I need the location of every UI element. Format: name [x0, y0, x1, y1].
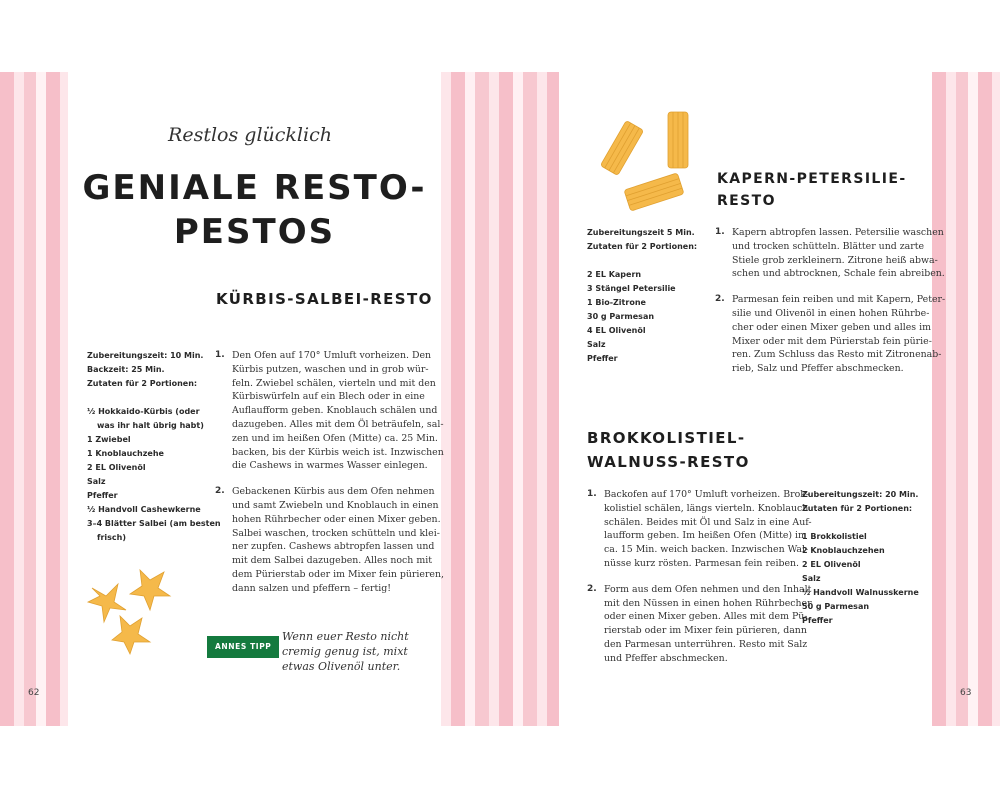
step-text: Kapern abtropfen lassen. Petersilie waschen und trocken schütteln. Blätter und zarte Stiele grob zerkleinern. Zitrone heiß abwa- schen und abtrocknen, Schale fein abreiben. — [732, 227, 945, 280]
step-1 — [715, 226, 945, 281]
ingredient-item: 1 Brokkolistiel — [802, 532, 867, 541]
ingredient-item: Salz — [587, 340, 606, 349]
page-number-left: 62 — [28, 688, 40, 698]
step-number: 1. — [215, 350, 225, 360]
recipe1-title: KÜRBIS-SALBEI-RESTO — [216, 290, 433, 308]
recipe1-meta — [87, 349, 221, 545]
meta-line: Zutaten für 2 Portionen: — [587, 242, 698, 251]
ingredient-item: ½ Handvoll Walnusskerne — [802, 588, 919, 597]
meta-line: Backzeit: 25 Min. — [87, 365, 165, 374]
step-2 — [587, 583, 812, 666]
ingredient-item: 2 Knoblauchzehen — [802, 546, 885, 555]
recipe3-steps — [587, 488, 812, 678]
recipe2-meta — [587, 226, 697, 366]
ingredient-item: 50 g Parmesan — [802, 602, 870, 611]
rigatoni-pasta-illustration — [600, 110, 700, 220]
ingredient-item: Salz — [802, 574, 821, 583]
step-1 — [215, 349, 444, 473]
step-number: 2. — [215, 486, 225, 497]
ingredient-item: frisch) — [97, 533, 127, 542]
ingredient-item: 30 g Parmesan — [587, 312, 655, 321]
ingredient-item: 3 Stängel Petersilie — [587, 284, 676, 293]
ingredient-item: Salz — [87, 477, 106, 486]
tip-text: Wenn euer Resto nicht cremig genug ist, mixt etwas Olivenöl unter. — [282, 630, 409, 673]
step-number: 2. — [715, 294, 725, 305]
meta-line: Zutaten für 2 Portionen: — [87, 379, 198, 388]
farfalle-pasta-illustration — [84, 560, 184, 660]
meta-line: Zubereitungszeit 5 Min. — [587, 228, 695, 237]
page-number-right: 63 — [960, 688, 972, 698]
step-number: 2. — [587, 583, 597, 594]
step-text: Form aus dem Ofen nehmen und den Inhalt mit den Nüssen in einen hohen Rührbecher oder einen Mixer geben. Alles mit dem Pü- rierstab oder im Mixer fein pürieren, dann den Parmesan unterrühren. Resto mit Salz und Pfeffer abschmecken. — [604, 583, 812, 664]
right-stripe-band — [932, 72, 1000, 726]
meta-line: Zubereitungszeit: 20 Min. — [802, 490, 919, 499]
step-2 — [215, 485, 444, 595]
ingredient-item: 4 EL Olivenöl — [587, 326, 646, 335]
ingredient-item: 1 Knoblauchzehe — [87, 449, 164, 458]
ingredient-item: ½ Hokkaido-Kürbis (oder — [87, 407, 200, 416]
page-headline — [68, 166, 441, 254]
headline-line-2: PESTOS — [173, 212, 336, 252]
ingredient-item: 2 EL Kapern — [587, 270, 642, 279]
ingredient-item: ½ Handvoll Cashewkerne — [87, 505, 201, 514]
recipe3-meta — [802, 488, 919, 628]
step-number: 1. — [587, 489, 597, 499]
meta-line: Zubereitungszeit: 10 Min. — [87, 351, 204, 360]
ingredient-item: 1 Bio-Zitrone — [587, 298, 646, 307]
ingredient-item: Pfeffer — [587, 354, 618, 363]
ingredient-item: 2 EL Olivenöl — [802, 560, 861, 569]
ingredient-item: 2 EL Olivenöl — [87, 463, 146, 472]
kicker-script: Restlos glücklich — [168, 124, 332, 146]
recipe2-steps — [715, 226, 946, 388]
ingredient-item: Pfeffer — [802, 616, 833, 625]
headline-line-1: GENIALE RESTO- — [82, 168, 427, 208]
ingredient-item: was ihr halt übrig habt) — [97, 421, 204, 430]
step-1 — [587, 488, 812, 571]
step-text: Den Ofen auf 170° Umluft vorheizen. Den Kürbis putzen, waschen und in grob wür- feln. Zwiebel schälen, vierteln und mit den Kürbiswürfeln auf ein Blech oder in eine Auflaufform geben. Knoblauch schälen und dazugeben. Alles mit dem Öl beträufeln, sal- zen und im heißen Ofen (Mitte) ca. 25 Min. backen, bis der Kürbis weich ist. Inzwischen die Cashews in warmes Wasser einlegen. — [232, 350, 444, 472]
ingredient-item: Pfeffer — [87, 491, 118, 500]
meta-line: Zutaten für 2 Portionen: — [802, 504, 913, 513]
step-number: 1. — [715, 227, 725, 237]
step-text: Parmesan fein reiben und mit Kapern, Peter- silie und Olivenöl in einen hohen Rührbe- cher oder einen Mixer geben und alles im Mixer oder mit dem Pürierstab fein püriе- ren. Zum Schluss das Resto mit Zitronenab- rieb, Salz und Pfeffer abschmecken. — [732, 294, 946, 375]
recipe2-title: KAPERN-PETERSILIE- RESTO — [717, 171, 907, 209]
step-text: Backofen auf 170° Umluft vorheizen. Brok- kolistiel schälen, längs vierteln. Knoblauch schälen. Beides mit Öl und Salz in eine Auf- laufform geben. Im heißen Ofen (Mitte) in ca. 15 Min. weich backen. Inzwischen Wal- nüsse kurz rösten. Parmesan fein reiben. — [604, 489, 812, 569]
left-stripe-band — [0, 72, 68, 726]
recipe1-steps — [215, 349, 444, 608]
step-2 — [715, 293, 946, 376]
ingredient-item: 3–4 Blätter Salbei (am besten — [87, 519, 221, 528]
tip-badge: ANNES TIPP — [207, 636, 279, 658]
recipe3-title: BROKKOLISTIEL- WALNUSS-RESTO — [587, 429, 750, 471]
center-stripe-band — [441, 72, 559, 726]
step-text: Gebackenen Kürbis aus dem Ofen nehmen und samt Zwiebeln und Knoblauch in einen hohen Rührbecher oder einen Mixer geben. Salbei waschen, trocken schütteln und klei- ner zupfen. Cashews abtropfen lassen und mit dem Salbei dazugeben. Alles noch mit dem Pürierstab oder im Mixer fein pürieren, dann salzen und pfeffern – fertig! — [232, 486, 444, 594]
ingredient-item: 1 Zwiebel — [87, 435, 131, 444]
